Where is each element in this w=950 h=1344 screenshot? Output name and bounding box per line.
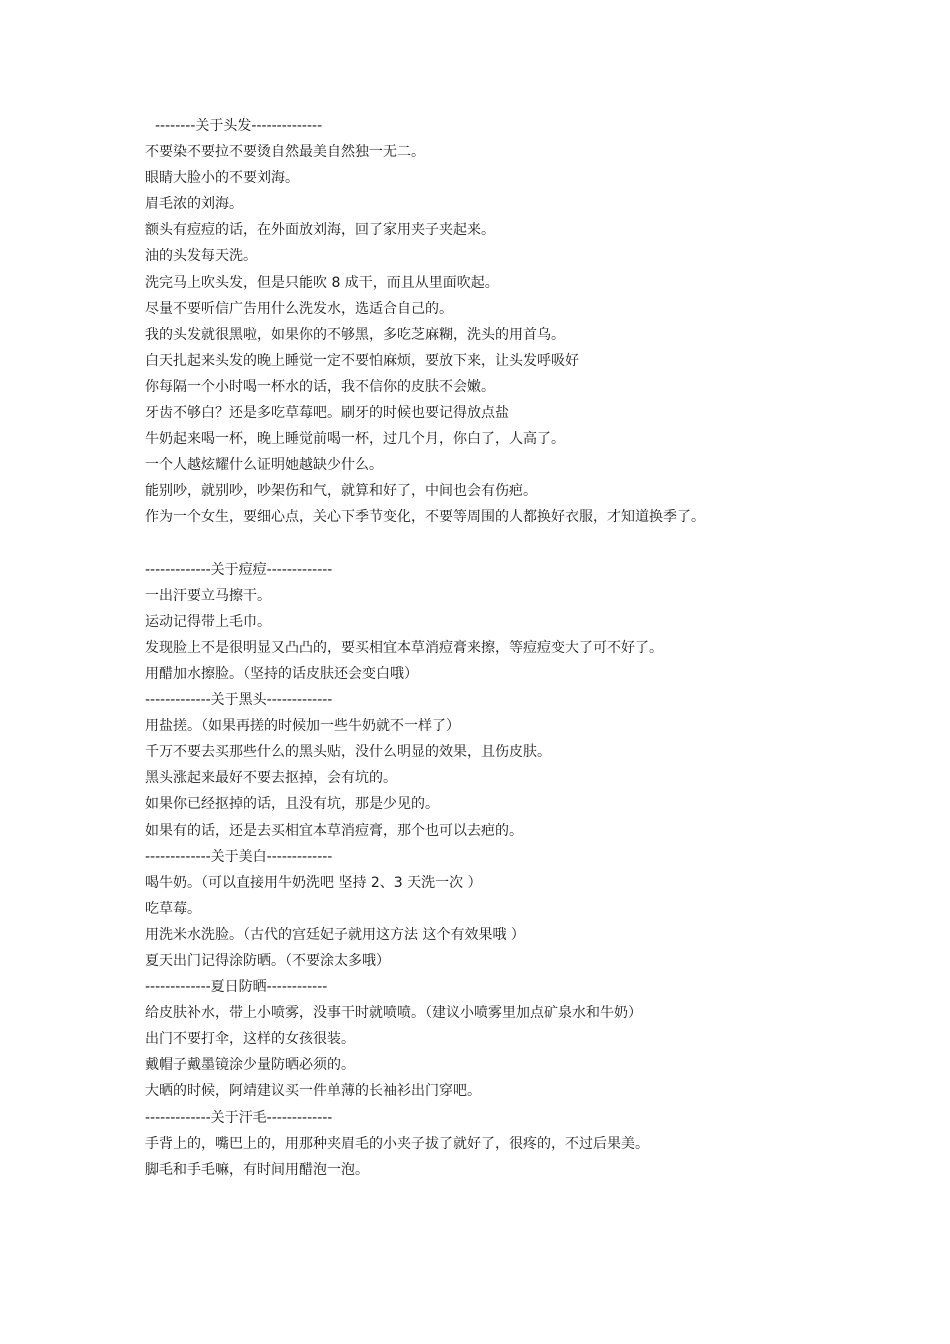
paragraph-line: 千万不要去买那些什么的黑头贴，没什么明显的效果，且伤皮肤。 — [145, 744, 551, 761]
paragraph-line: 如果有的话，还是去买相宜本草消痘膏，那个也可以去疤的。 — [145, 822, 523, 839]
section-heading: -------------关于黑头------------- — [145, 692, 333, 709]
blank-line — [145, 531, 835, 557]
paragraph-line: 夏天出门记得涂防晒。（不要涂太多哦） — [145, 953, 390, 969]
paragraph-line: 额头有痘痘的话，在外面放刘海，回了家用夹子夹起来。 — [145, 222, 495, 239]
paragraph-line: 运动记得带上毛巾。 — [145, 613, 271, 630]
paragraph-line: 大晒的时候，阿靖建议买一件单薄的长袖衫出门穿吧。 — [145, 1083, 481, 1100]
section-whitening — [145, 844, 835, 974]
paragraph-line: 黑头涨起来最好不要去抠掉，会有坑的。 — [145, 770, 397, 787]
paragraph-line: 牙齿不够白？还是多吃草莓吧。刷牙的时候也要记得放点盐 — [145, 405, 509, 422]
paragraph-line: 作为一个女生，要细心点，关心下季节变化，不要等周围的人都换好衣服，才知道换季了。 — [145, 509, 705, 526]
section-heading: -------------关于汗毛------------- — [145, 1109, 333, 1126]
paragraph-line: 油的头发每天洗。 — [145, 248, 257, 265]
paragraph-line: 尽量不要听信广告用什么洗发水，选适合自己的。 — [145, 300, 453, 317]
section-acne — [145, 557, 835, 687]
section-body-hair — [145, 1105, 835, 1183]
paragraph-line: 牛奶起来喝一杯，晚上睡觉前喝一杯，过几个月，你白了，人高了。 — [145, 431, 565, 448]
paragraph-line: 用洗米水洗脸。（古代的宫廷妃子就用这方法 这个有效果哦 ） — [145, 926, 525, 943]
paragraph-line: 给皮肤补水，带上小喷雾，没事干时就喷喷。（建议小喷雾里加点矿泉水和牛奶） — [145, 1005, 642, 1022]
section-sun-protection — [145, 974, 835, 1104]
document-body — [145, 113, 835, 1183]
paragraph-line: 喝牛奶。（可以直接用牛奶洗吧 坚持 2、3 天洗一次 ） — [145, 874, 482, 891]
section-hair — [145, 113, 835, 531]
paragraph-line: 戴帽子戴墨镜涂少量防晒必须的。 — [145, 1057, 355, 1074]
section-blackheads — [145, 687, 835, 844]
paragraph-line: 一个人越炫耀什么证明她越缺少什么。 — [145, 457, 383, 474]
paragraph-line: 如果你已经抠掉的话，且没有坑，那是少见的。 — [145, 796, 439, 813]
section-heading: --------关于头发-------------- — [155, 118, 323, 134]
paragraph-line: 手背上的，嘴巴上的，用那种夹眉毛的小夹子拔了就好了，很疼的，不过后果美。 — [145, 1135, 649, 1152]
paragraph-line: 不要染不要拉不要烫自然最美自然独一无二。 — [145, 144, 425, 161]
section-heading: -------------夏日防晒------------ — [145, 979, 328, 996]
paragraph-line: 吃草莓。 — [145, 900, 201, 917]
paragraph-line: 洗完马上吹头发，但是只能吹 8 成干，而且从里面吹起。 — [145, 274, 499, 291]
paragraph-line: 眉毛浓的刘海。 — [145, 196, 243, 213]
paragraph-line: 白天扎起来头发的晚上睡觉一定不要怕麻烦，要放下来，让头发呼吸好 — [145, 352, 579, 369]
section-heading: -------------关于美白------------- — [145, 848, 333, 865]
paragraph-line: 眼睛大脸小的不要刘海。 — [145, 170, 299, 187]
paragraph-line: 用醋加水擦脸。（坚持的话皮肤还会变白哦） — [145, 665, 418, 682]
paragraph-line: 发现脸上不是很明显又凸凸的，要买相宜本草消痘膏来擦，等痘痘变大了可不好了。 — [145, 639, 663, 656]
paragraph-line: 我的头发就很黑啦，如果你的不够黑，多吃芝麻糊，洗头的用首乌。 — [145, 326, 565, 343]
paragraph-line: 出门不要打伞，这样的女孩很装。 — [145, 1031, 355, 1048]
section-heading: -------------关于痘痘------------- — [145, 561, 333, 578]
paragraph-line: 你每隔一个小时喝一杯水的话，我不信你的皮肤不会嫩。 — [145, 378, 495, 395]
paragraph-line: 能别吵，就别吵，吵架伤和气，就算和好了，中间也会有伤疤。 — [145, 483, 537, 500]
paragraph-line: 脚毛和手毛嘛，有时间用醋泡一泡。 — [145, 1161, 369, 1178]
paragraph-line: 一出汗要立马擦干。 — [145, 587, 271, 604]
paragraph-line: 用盐搓。（如果再搓的时候加一些牛奶就不一样了） — [145, 718, 460, 735]
